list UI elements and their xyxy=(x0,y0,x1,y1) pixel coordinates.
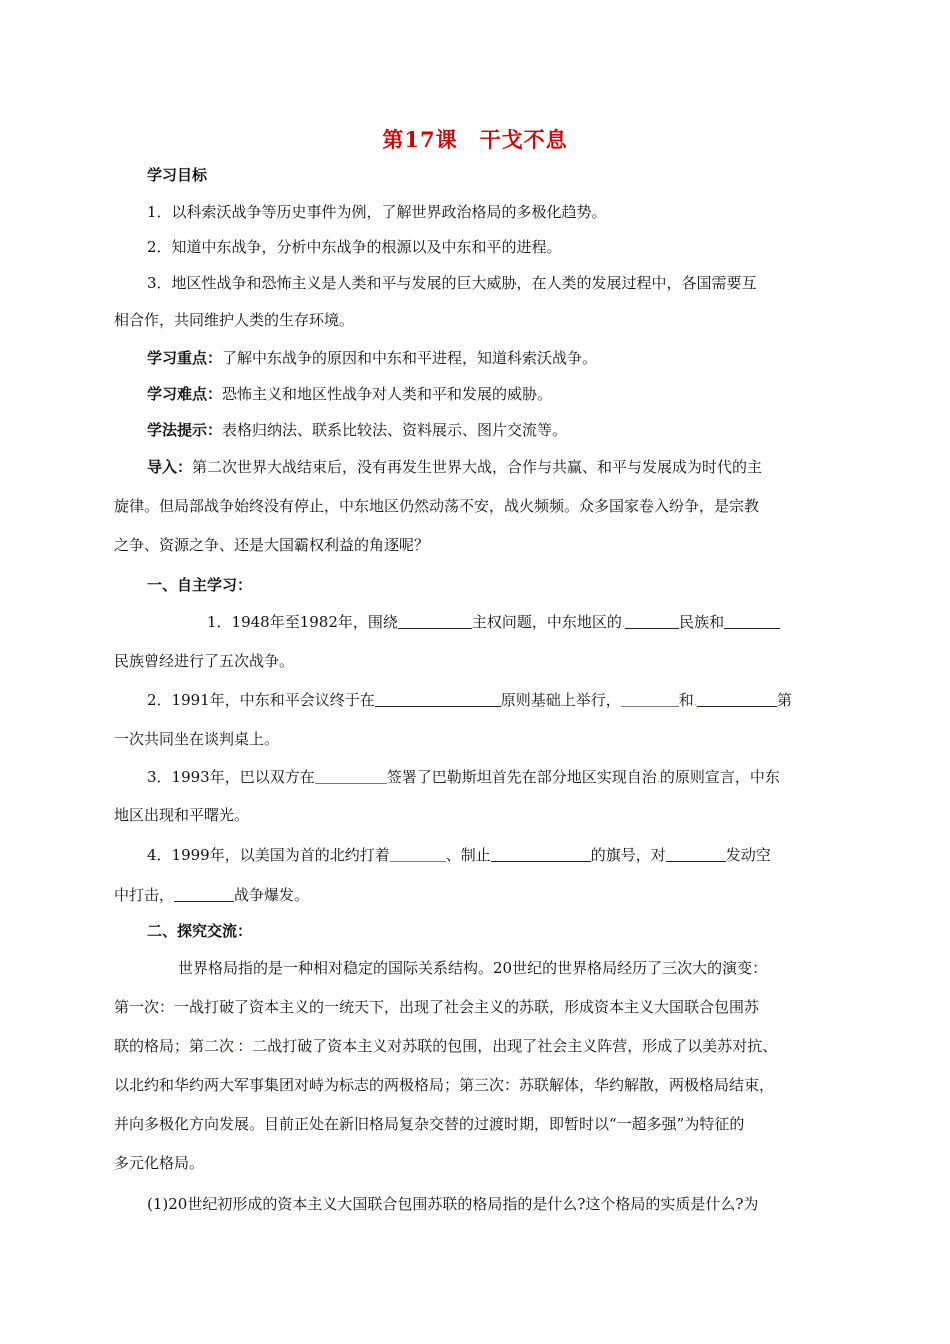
section2-para-2: 第一次：一战打破了资本主义的一统天下，出现了社会主义的苏联，形成资本主义大国联合包围苏 xyxy=(114,998,760,1016)
stray-mark: . xyxy=(656,774,660,785)
section2-para-3a: 联的格局；第二次 xyxy=(114,1037,235,1055)
q4-blank-2[interactable] xyxy=(491,847,591,862)
methods-text: 表格归纳法、联系比较法、资料展示、图片交流等。 xyxy=(222,421,568,439)
question-4-cont xyxy=(114,885,834,905)
q4-text-f: 战争爆发。 xyxy=(234,886,310,904)
q1-blank-1[interactable] xyxy=(398,614,472,629)
q3-text-c: 的原则宣言，中东 xyxy=(659,768,780,786)
q1-blank-3[interactable] xyxy=(724,614,780,629)
question-4 xyxy=(147,845,867,865)
q2-text-c: 和 xyxy=(678,691,694,709)
q4-blank-1[interactable] xyxy=(390,847,446,862)
difficulties-text: 恐怖主义和地区性战争对人类和平和发展的威胁。 xyxy=(222,385,553,403)
q4-blank-3[interactable] xyxy=(666,847,726,862)
intro-text-1: 第二次世界大战结束后，没有再发生世界大战，合作与共赢、和平与发展成为时代的主 xyxy=(192,458,763,476)
q4-blank-4[interactable] xyxy=(174,887,234,902)
key-points xyxy=(147,348,867,368)
intro-line-3: 之争、资源之争、还是大国霸权利益的角逐呢？ xyxy=(114,536,430,554)
section2-para-4: 以北约和华约两大军事集团对峙为标志的两极格局；第三次：苏联解体，华约解散，两极格局结束， xyxy=(114,1076,775,1094)
q4-text-a: 4．1999年，以美国为首的北约打着 xyxy=(147,846,390,864)
stray-mark: . xyxy=(693,697,697,708)
intro-label: 导入： xyxy=(147,458,193,476)
q2-blank-1[interactable] xyxy=(375,692,501,707)
section2-para-3 xyxy=(114,1036,834,1059)
section2-para-6: 多元化格局。 xyxy=(114,1154,205,1172)
difficulties xyxy=(147,384,867,404)
q2-text-d: 第 xyxy=(776,691,792,709)
question-1 xyxy=(207,612,927,635)
q1-text-c: 民族和 xyxy=(679,613,725,631)
section2-para-5: 并向多极化方向发展。目前正处在新旧格局复杂交替的过渡时期，即暂时以“一超多强”为特征的 xyxy=(114,1115,745,1133)
key-points-label: 学习重点： xyxy=(147,349,223,367)
objective-3: 3．地区性战争和恐怖主义是人类和平与发展的巨大威胁，在人类的发展过程中，各国需要互 xyxy=(147,274,757,292)
q3-text-b: 签署了巴勒斯坦首先在部分地区实现自治 xyxy=(386,768,657,786)
methods xyxy=(147,420,867,440)
key-points-text: 了解中东战争的原因和中东和平进程，知道科索沃战争。 xyxy=(222,349,598,367)
section1-heading: 一、自主学习： xyxy=(147,576,253,594)
q2-text-b: 原则基础上举行， xyxy=(500,691,621,709)
objective-3-cont: 相合作，共同维护人类的生存环境。 xyxy=(114,311,355,329)
q3-text-a: 3．1993年，巴以双方在 xyxy=(147,768,315,786)
q1-blank-2[interactable] xyxy=(625,614,679,629)
question-1-cont: 民族曾经进行了五次战争。 xyxy=(114,652,295,670)
q3-blank-1[interactable] xyxy=(315,769,387,784)
q1-text-b: 主权问题，中东地区的 xyxy=(471,613,622,631)
question-3-cont: 地区出现和平曙光。 xyxy=(114,806,250,824)
section2-para-3b: ：二战打破了资本主义对苏联的包围，出现了社会主义阵营，形成了以美苏对抗、 xyxy=(237,1037,778,1055)
methods-label: 学法提示： xyxy=(147,421,223,439)
section2-question-1: (1)20世纪初形成的资本主义大国联合包围苏联的格局指的是什么?这个格局的实质是什么?为 xyxy=(147,1195,759,1213)
q4-text-c: 的旗号，对 xyxy=(590,846,666,864)
stray-mark: . xyxy=(621,619,626,630)
q2-blank-3[interactable] xyxy=(697,692,777,707)
q4-text-e: 中打击， xyxy=(114,886,175,904)
q4-text-b: 、制止 xyxy=(445,846,491,864)
question-2 xyxy=(147,690,867,713)
q1-text-a: 1．1948年至1982年，围绕 xyxy=(207,613,398,631)
q2-text-a: 2．1991年，中东和平会议终于在 xyxy=(147,691,375,709)
q4-text-d: 发动空 xyxy=(725,846,771,864)
stray-mark: . xyxy=(234,1043,238,1054)
question-3 xyxy=(147,767,867,790)
intro-line-1 xyxy=(147,457,867,477)
objective-2: 2．知道中东战争，分析中东战争的根源以及中东和平的进程。 xyxy=(147,238,562,256)
q2-blank-2[interactable] xyxy=(621,692,679,707)
objectives-heading: 学习目标 xyxy=(147,166,208,184)
difficulties-label: 学习难点： xyxy=(147,385,223,403)
objective-1: 1．以科索沃战争等历史事件为例，了解世界政治格局的多极化趋势。 xyxy=(147,203,607,221)
section2-heading: 二、探究交流： xyxy=(147,922,253,940)
lesson-title: 第17课 干戈不息 xyxy=(382,127,568,152)
intro-line-2: 旋律。但局部战争始终没有停止，中东地区仍然动荡不安，战火频频。众多国家卷入纷争，是宗教 xyxy=(114,497,760,515)
question-2-cont: 一次共同坐在谈判桌上。 xyxy=(114,730,280,748)
section2-para-1: 世界格局指的是一种相对稳定的国际关系结构。20世纪的世界格局经历了三次大的演变： xyxy=(178,959,768,977)
